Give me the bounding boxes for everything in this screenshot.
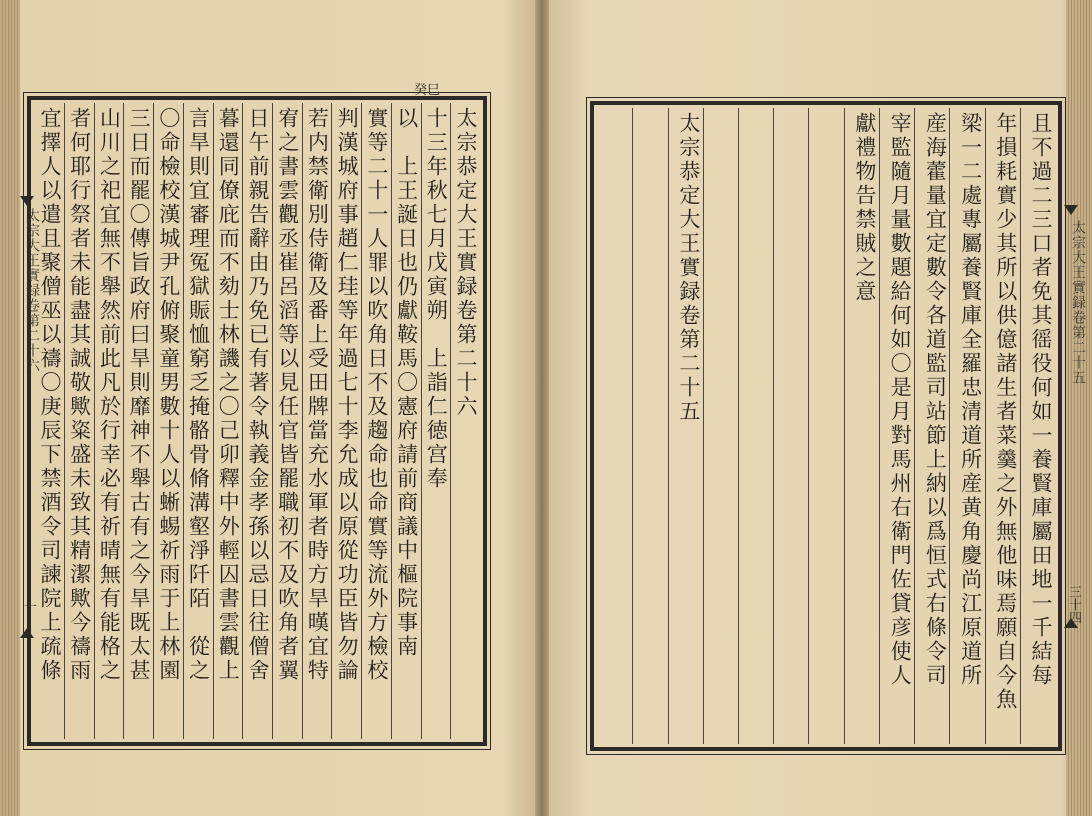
- right-page-column-11: 太宗恭定大王實録卷第二十五: [668, 108, 703, 744]
- left-page-column-15: 宜擇人以遣且聚僧巫以禱〇庚辰下禁酒令司諫院上疏條: [37, 107, 62, 683]
- fish-tail-mark-top: [20, 196, 34, 214]
- left-page-column-7: 宥之書雲觀丞崔呂滔等以見任官皆罷職初不及吹角者翼: [272, 103, 302, 739]
- left-tab-label: 太宗大王實録卷第二十六: [24, 208, 40, 373]
- left-page-column-12: 三日而罷〇傳旨政府曰旱則靡神不舉古有之今旱既太甚: [123, 103, 153, 739]
- left-page-column-10: 言旱則宜審理冤獄賑恤窮乏掩骼骨脩溝壑淨阡陌 從之: [183, 103, 213, 739]
- right-page-column-7: [808, 108, 843, 744]
- book-spine: [535, 0, 549, 816]
- left-page-column-3: 以 上王誕日也仍獻鞍馬〇憲府請前商議中樞院事南: [391, 103, 421, 739]
- right-page-column-6: 獻禮物告禁賊之意: [844, 108, 879, 744]
- fish-tail-mark-bottom: [20, 620, 34, 638]
- right-page-column-4: 産海藿量宜定數令各道監司站節上納以爲恒式右條令司: [914, 108, 949, 744]
- right-folio: 三十四: [1066, 585, 1081, 624]
- left-page-column-5: 判漢城府事趙仁珪等年過七十李允成以原從功臣皆勿論: [331, 103, 361, 739]
- left-page-column-11: 〇命檢校漢城尹孔俯聚童男數十人以蜥蜴祈雨于上林園: [153, 103, 183, 739]
- right-page-column-2: 年損耗實少其所以供億諸生者菜羹之外無他味焉願自今魚: [985, 108, 1020, 744]
- year-label: 癸巳: [414, 83, 441, 98]
- left-folio: 一: [24, 600, 38, 615]
- left-page-column-14: 者何耶行祭者未能盡其誠敬歟粢盛未致其精潔歟今禱雨: [64, 103, 94, 739]
- left-page-column-2: 十三年秋七月戊寅朔 上詣仁徳宫奉: [421, 103, 451, 739]
- right-page-column-1: 且不過二三口者免其徭役何如一養賢庫屬田地一千結每: [1020, 108, 1055, 744]
- right-tab-label: 太宗大王實録卷第二十五: [1070, 220, 1086, 385]
- left-page-column-6: 若内禁衛別侍衛及番上受田牌當充水軍者時方旱暵宜特: [302, 103, 332, 739]
- right-page-column-9: [738, 108, 773, 744]
- page-edges-left: [0, 0, 20, 816]
- right-page-column-8: [773, 108, 808, 744]
- left-page-column-1: 太宗恭定大王實録卷第二十六: [450, 103, 480, 739]
- left-page-column-8: 日午前親告辭由乃免已有著令執義金孝孫以忌日往僧舍: [242, 103, 272, 739]
- left-page-columns: [34, 103, 480, 739]
- right-page-column-12: [632, 108, 667, 744]
- left-page-column-4: 實等二十一人罪以吹角日不及趨命也命實等流外方檢校: [361, 103, 391, 739]
- right-page-columns: [597, 108, 1055, 744]
- fish-tail-mark-right-top: [1064, 205, 1078, 223]
- left-page-column-13: 山川之祀宜無不舉然前此凡於行幸必有祈晴無有能格之: [94, 103, 124, 739]
- right-page-column-13: [597, 108, 632, 744]
- right-page-column-10: [703, 108, 738, 744]
- right-page-column-3: 梁一二處專屬養賢庫全羅忠清道所産黄角慶尚江原道所: [949, 108, 984, 744]
- left-page-column-9: 暮還同僚庇而不劾士林譏之〇己卯釋中外輕囚書雲觀上: [213, 103, 243, 739]
- right-page-column-5: 宰監隨月量數題給何如〇是月對馬州右衛門佐貸彦使人: [879, 108, 914, 744]
